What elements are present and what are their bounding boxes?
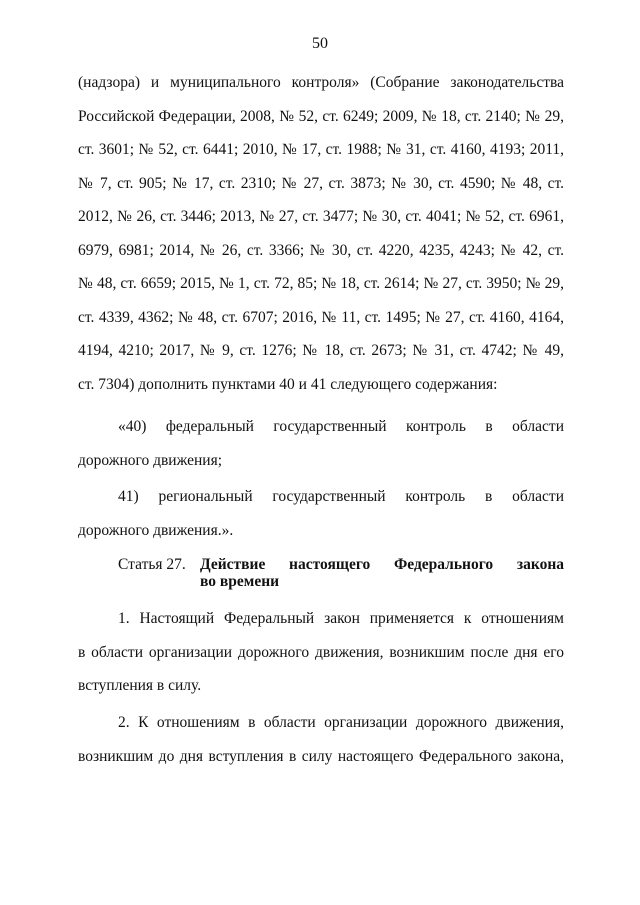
text-line: 41) региональный государственный контроль в области [118,488,564,505]
text-line: 6979, 6981; 2014, № 26, ст. 3366; № 30, ст. 4220, 4235, 4243; № 42, ст. [78,241,564,259]
text-line: ст. 7304) дополнить пунктами 40 и 41 следующего содержания: [78,375,498,393]
text-line: ст. 4339, 4362; № 48, ст. 6707; 2016, № 11, ст. 1495; № 27, ст. 4160, 4164, [78,308,564,326]
article-27-part-2 [78,706,564,773]
text-line: возникшим до дня вступления в силу настоящего Федерального закона, [78,747,564,765]
text-line: ст. 3601; № 52, ст. 6441; 2010, № 17, ст. 1988; № 31, ст. 4160, 4193; 2011, [78,141,564,158]
paragraph-citations [78,66,564,401]
article-label: Статья 27. [118,556,186,573]
page-number: 50 [312,35,328,52]
text-line: № 7, ст. 905; № 17, ст. 2310; № 27, ст. 3873; № 30, ст. 4590; № 48, ст. [78,174,564,192]
item-40 [78,410,564,477]
text-line: (надзора) и муниципального контроля» (Собрание законодательства [78,74,564,91]
article-title-line: Действие настоящего Федерального закона [200,556,564,573]
text-line: в области организации дорожного движения, возникшим после дня его [78,643,564,661]
text-line: дорожного движения.». [78,521,234,539]
text-line: Российской Федерации, 2008, № 52, ст. 6249; 2009, № 18, ст. 2140; № 29, [78,107,564,125]
text-line: дорожного движения; [78,451,223,469]
text-line: вступления в силу. [78,677,202,694]
text-line: 2. К отношениям в области организации дорожного движения, [118,714,564,731]
text-line: 1. Настоящий Федеральный закон применяется к отношениям [118,610,564,627]
text-line: «40) федеральный государственный контроль в области [118,418,564,435]
item-41 [78,480,564,547]
article-27-part-1 [78,602,564,703]
text-line: 4194, 4210; 2017, № 9, ст. 1276; № 18, ст. 2673; № 31, ст. 4742; № 49, [78,342,564,359]
text-line: 2012, № 26, ст. 3446; 2013, № 27, ст. 3477; № 30, ст. 4041; № 52, ст. 6961, [78,208,564,225]
text-line: № 48, ст. 6659; 2015, № 1, ст. 72, 85; № 18, ст. 2614; № 27, ст. 3950; № 29, [78,275,564,292]
article-title [200,556,564,590]
article-title-line: во времени [200,573,280,590]
